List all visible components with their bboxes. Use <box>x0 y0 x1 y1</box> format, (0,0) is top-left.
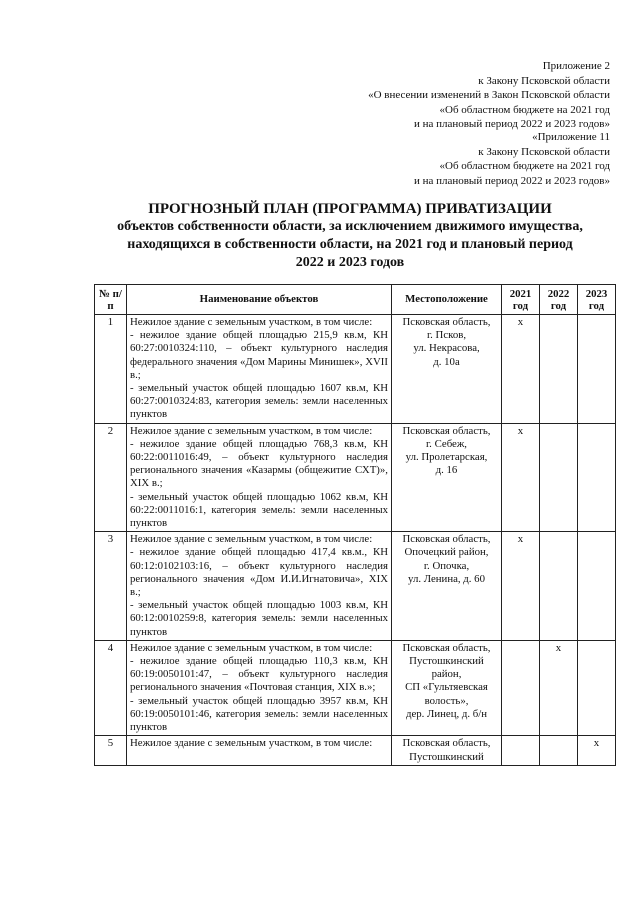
object-location <box>392 532 502 641</box>
table-row <box>95 423 616 532</box>
object-text: Нежилое здание с земельным участком, в том числе: <box>130 533 373 546</box>
object-text: - нежилое здание общей площадью 768,3 кв.м, КН 60:22:0011016:49, – объект культурного наследия регионального значения «Казармы (общежитие СХТ)», XIX в.; <box>130 437 388 490</box>
year-2021-mark: x <box>502 315 540 424</box>
location-text: г. Опочка, <box>423 559 470 572</box>
annex-line: и на плановый период 2022 и 2023 годов» <box>413 118 610 130</box>
year-2022-mark <box>540 315 578 424</box>
annex-line: «Об областном бюджете на 2021 год <box>439 160 610 172</box>
object-description <box>127 423 392 532</box>
header-name: Наименование объектов <box>127 285 392 315</box>
annex-line: «Об областном бюджете на 2021 год <box>439 103 610 116</box>
object-text: - земельный участок общей площадью 1062 кв.м, КН 60:22:0011016:1, категория земель: земли населенных пунктов <box>130 490 388 530</box>
object-text: Нежилое здание с земельным участком, в том числе: <box>130 737 373 750</box>
annex-line: Приложение 2 <box>542 60 610 72</box>
object-text: Нежилое здание с земельным участком, в том числе: <box>130 641 373 654</box>
annex-line: к Закону Псковской области <box>478 74 610 87</box>
title-line: ПРОГНОЗНЫЙ ПЛАН (ПРОГРАММА) ПРИВАТИЗАЦИИ <box>148 201 552 217</box>
annex-line: и на плановый период 2022 и 2023 годов» <box>413 174 610 187</box>
object-location <box>392 423 502 532</box>
location-text: Псковская область, <box>402 424 491 437</box>
location-text: Опочецкий район, <box>404 546 489 559</box>
row-number: 3 <box>95 532 127 641</box>
location-text: район, <box>431 668 462 681</box>
location-text: ул. Ленина, д. 60 <box>408 572 485 585</box>
object-text: - нежилое здание общей площадью 215,9 кв.м, КН 60:27:0010324:110, – объект культурного наследия федерального значения «Дом Марины Минишек», XVII в.; <box>130 329 388 381</box>
location-text: волость», <box>424 694 469 707</box>
table-row <box>95 640 616 735</box>
location-text: СП «Гультяевская <box>405 681 488 694</box>
year-2021-mark: x <box>502 423 540 532</box>
annex-header <box>368 59 610 132</box>
year-2023-mark <box>578 532 616 641</box>
annex-reference <box>414 130 610 188</box>
title-line: объектов собственности области, за исключением движимого имущества, <box>117 219 583 234</box>
year-2022-mark <box>540 736 578 765</box>
year-2023-mark <box>578 315 616 424</box>
header-location: Местоположение <box>392 285 502 315</box>
header-2022: 2022 год <box>540 285 578 315</box>
object-text: Нежилое здание с земельным участком, в том числе: <box>130 316 373 328</box>
privatization-table <box>94 284 616 766</box>
object-text: - нежилое здание общей площадью 417,4 кв.м., КН 60:12:0102103:16, – объект культурного наследия регионального значения «Дом И.И.Игнатовича», XIX в.; <box>130 546 388 599</box>
object-text: - земельный участок общей площадью 1607 кв.м, КН 60:27:0010324:83, категория земель: земли населенных пунктов <box>130 382 388 421</box>
location-text: Пустошкинский <box>409 655 484 668</box>
location-text: ул. Некрасова, <box>413 342 480 355</box>
location-text: Псковская область, <box>402 316 491 328</box>
object-description <box>127 532 392 641</box>
location-text: д. 10а <box>433 355 460 368</box>
year-2021-mark: x <box>502 532 540 641</box>
location-text: Псковская область, <box>402 641 491 654</box>
location-text: Псковская область, <box>402 533 491 546</box>
header-2021: 2021 год <box>502 285 540 315</box>
object-location <box>392 736 502 765</box>
location-text: дер. Линец, д. б/н <box>405 707 488 720</box>
annex-line: «Приложение 11 <box>532 131 610 143</box>
annex-line: к Закону Псковской области <box>478 145 610 158</box>
row-number: 5 <box>95 736 127 765</box>
object-description <box>127 640 392 735</box>
year-2022-mark <box>540 532 578 641</box>
year-2021-mark <box>502 640 540 735</box>
object-text: - нежилое здание общей площадью 110,3 кв.м, КН 60:19:0050101:47, – объект культурного наследия регионального значения «Почтовая станция, XIX в.»; <box>130 655 388 694</box>
location-text: Пустошкинский <box>409 750 484 763</box>
annex-line: «О внесении изменений в Закон Псковской области <box>368 89 610 101</box>
year-2021-mark <box>502 736 540 765</box>
year-2022-mark <box>540 423 578 532</box>
location-text: Псковская область, <box>402 737 491 750</box>
title-line: находящихся в собственности области, на 2021 год и плановый период <box>127 237 573 252</box>
header-num: № п/п <box>95 285 127 315</box>
table-row <box>95 315 616 424</box>
location-text: ул. Пролетарская, <box>405 451 488 464</box>
object-text: - земельный участок общей площадью 1003 кв.м, КН 60:12:0010259:8, категория земель: земли населенных пунктов <box>130 599 388 638</box>
document-title <box>70 200 630 272</box>
title-line: 2022 и 2023 годов <box>295 255 405 270</box>
object-description <box>127 315 392 424</box>
row-number: 2 <box>95 423 127 532</box>
location-text: г. Себеж, <box>425 437 468 450</box>
year-2023-mark: x <box>578 736 616 765</box>
year-2023-mark <box>578 640 616 735</box>
object-text: - земельный участок общей площадью 3957 кв.м, КН 60:19:0050101:46, категория земель: земли населенных пунктов <box>130 694 388 734</box>
object-location <box>392 315 502 424</box>
location-text: д. 16 <box>435 464 458 477</box>
table-row <box>95 532 616 641</box>
year-2022-mark: x <box>540 640 578 735</box>
row-number: 1 <box>95 315 127 424</box>
location-text: г. Псков, <box>426 329 467 342</box>
year-2023-mark <box>578 423 616 532</box>
row-number: 4 <box>95 640 127 735</box>
table-header-row <box>95 285 616 315</box>
object-description <box>127 736 392 765</box>
object-text: Нежилое здание с земельным участком, в том числе: <box>130 424 373 437</box>
table-row <box>95 736 616 765</box>
object-location <box>392 640 502 735</box>
header-2023: 2023 год <box>578 285 616 315</box>
